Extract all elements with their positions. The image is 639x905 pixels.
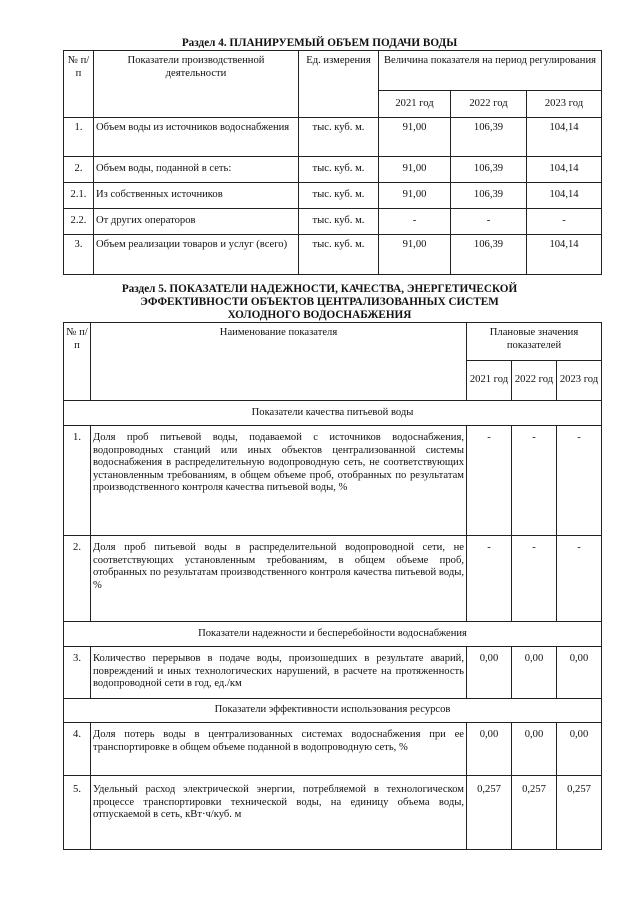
row-value-2023: 0,00 (557, 723, 602, 776)
table-row (64, 157, 602, 183)
row-value-2023: 104,14 (527, 157, 602, 183)
row-name: Доля проб питьевой воды, подаваемой с источников водоснабжения, водопроводных станций или иных объектов централизованной системы водоснабжения в распределительную водопроводную сеть, не соответствующих установленным требованиям, в общем объеме проб, отобранных по результатам производственного контроля качества питьевой воды, % (91, 426, 467, 536)
table-row (64, 235, 602, 275)
table-row (64, 118, 602, 157)
row-value-2021: - (467, 426, 512, 536)
row-name: От других операторов (94, 209, 299, 235)
row-value-2023: 0,257 (557, 776, 602, 850)
group-quality: Показатели качества питьевой воды (64, 401, 602, 426)
row-name: Объем воды из источников водоснабжения (94, 118, 299, 157)
group-reliability: Показатели надежности и бесперебойности водоснабжения (64, 622, 602, 647)
row-value-2022: 0,00 (512, 723, 557, 776)
table-row (64, 536, 602, 622)
row-unit: тыс. куб. м. (299, 118, 379, 157)
header-year-2022: 2022 год (451, 91, 527, 118)
header-planned: Плановые значения показателей (467, 323, 602, 361)
section-5-title-line-3: ХОЛОДНОГО ВОДОСНАБЖЕНИЯ (227, 309, 412, 321)
table-row (64, 776, 602, 850)
row-value-2022: - (451, 209, 527, 235)
row-num: 3. (64, 647, 91, 699)
row-value-2023: 104,14 (527, 118, 602, 157)
row-value-2023: 104,14 (527, 183, 602, 209)
table-row (64, 723, 602, 776)
row-name: Объем воды, поданной в сеть: (94, 157, 299, 183)
row-num: 2.2. (64, 209, 94, 235)
row-value-2022: 106,39 (451, 235, 527, 275)
row-value-2022: 0,257 (512, 776, 557, 850)
row-value-2021: 0,00 (467, 723, 512, 776)
header-num: № п/п (64, 51, 94, 118)
table-row (64, 426, 602, 536)
row-name: Количество перерывов в подаче воды, произошедших в результате аварий, повреждений и иных технологических нарушений, в расчете на протяженность водопроводной сети в год, ед./км (91, 647, 467, 699)
row-name: Из собственных источников (94, 183, 299, 209)
row-num: 2. (64, 157, 94, 183)
row-num: 2. (64, 536, 91, 622)
row-name: Доля проб питьевой воды в распределительной водопроводной сети, не соответствующих установленным требованиям, в общем объеме проб, отобранных по результатам производственного контроля качества питьевой воды, % (91, 536, 467, 622)
row-num: 1. (64, 426, 91, 536)
row-unit: тыс. куб. м. (299, 209, 379, 235)
header-value: Величина показателя на период регулирования (379, 51, 602, 91)
header-num: № п/п (64, 323, 91, 401)
row-num: 3. (64, 235, 94, 275)
row-value-2022: 106,39 (451, 118, 527, 157)
row-unit: тыс. куб. м. (299, 183, 379, 209)
header-name: Наименование показателя (91, 323, 467, 401)
table-row (64, 647, 602, 699)
header-unit: Ед. измерения (299, 51, 379, 118)
row-value-2023: 0,00 (557, 647, 602, 699)
header-year-2022: 2022 год (512, 361, 557, 401)
header-year-2021: 2021 год (379, 91, 451, 118)
row-num: 2.1. (64, 183, 94, 209)
section-5-title-line-1: Раздел 5. ПОКАЗАТЕЛИ НАДЕЖНОСТИ, КАЧЕСТВА, ЭНЕРГЕТИЧЕСКОЙ (121, 283, 518, 295)
row-name: Удельный расход электрической энергии, потребляемой в технологическом процессе транспортировки технической воды, на единицу объема воды, отпускаемой в сеть, кВт·ч/куб. м (91, 776, 467, 850)
header-year-2023: 2023 год (557, 361, 602, 401)
row-unit: тыс. куб. м. (299, 157, 379, 183)
row-value-2021: 91,00 (379, 235, 451, 275)
header-year-2021: 2021 год (467, 361, 512, 401)
section-5-table (63, 322, 602, 850)
section-4-title: Раздел 4. ПЛАНИРУЕМЫЙ ОБЪЕМ ПОДАЧИ ВОДЫ (181, 37, 458, 49)
row-value-2021: - (467, 536, 512, 622)
header-year-2023: 2023 год (527, 91, 602, 118)
row-num: 4. (64, 723, 91, 776)
table-row (64, 209, 602, 235)
row-value-2021: - (379, 209, 451, 235)
row-num: 5. (64, 776, 91, 850)
row-name: Объем реализации товаров и услуг (всего) (94, 235, 299, 275)
row-unit: тыс. куб. м. (299, 235, 379, 275)
row-value-2023: - (527, 209, 602, 235)
section-4-table (63, 50, 602, 275)
row-value-2021: 91,00 (379, 183, 451, 209)
table-row (64, 183, 602, 209)
row-value-2022: - (512, 426, 557, 536)
row-num: 1. (64, 118, 94, 157)
row-value-2022: - (512, 536, 557, 622)
row-name: Доля потерь воды в централизованных системах водоснабжения при ее транспортировке в общем объеме поданной в водопроводную сеть, % (91, 723, 467, 776)
row-value-2021: 91,00 (379, 157, 451, 183)
row-value-2022: 106,39 (451, 157, 527, 183)
row-value-2023: - (557, 426, 602, 536)
section-5-title-line-2: ЭФФЕКТИВНОСТИ ОБЪЕКТОВ ЦЕНТРАЛИЗОВАННЫХ СИСТЕМ (140, 296, 499, 308)
row-value-2023: - (557, 536, 602, 622)
group-efficiency: Показатели эффективности использования ресурсов (64, 699, 602, 723)
row-value-2021: 91,00 (379, 118, 451, 157)
row-value-2023: 104,14 (527, 235, 602, 275)
row-value-2021: 0,00 (467, 647, 512, 699)
row-value-2022: 106,39 (451, 183, 527, 209)
header-indicator: Показатели производственной деятельности (94, 51, 299, 118)
row-value-2021: 0,257 (467, 776, 512, 850)
row-value-2022: 0,00 (512, 647, 557, 699)
